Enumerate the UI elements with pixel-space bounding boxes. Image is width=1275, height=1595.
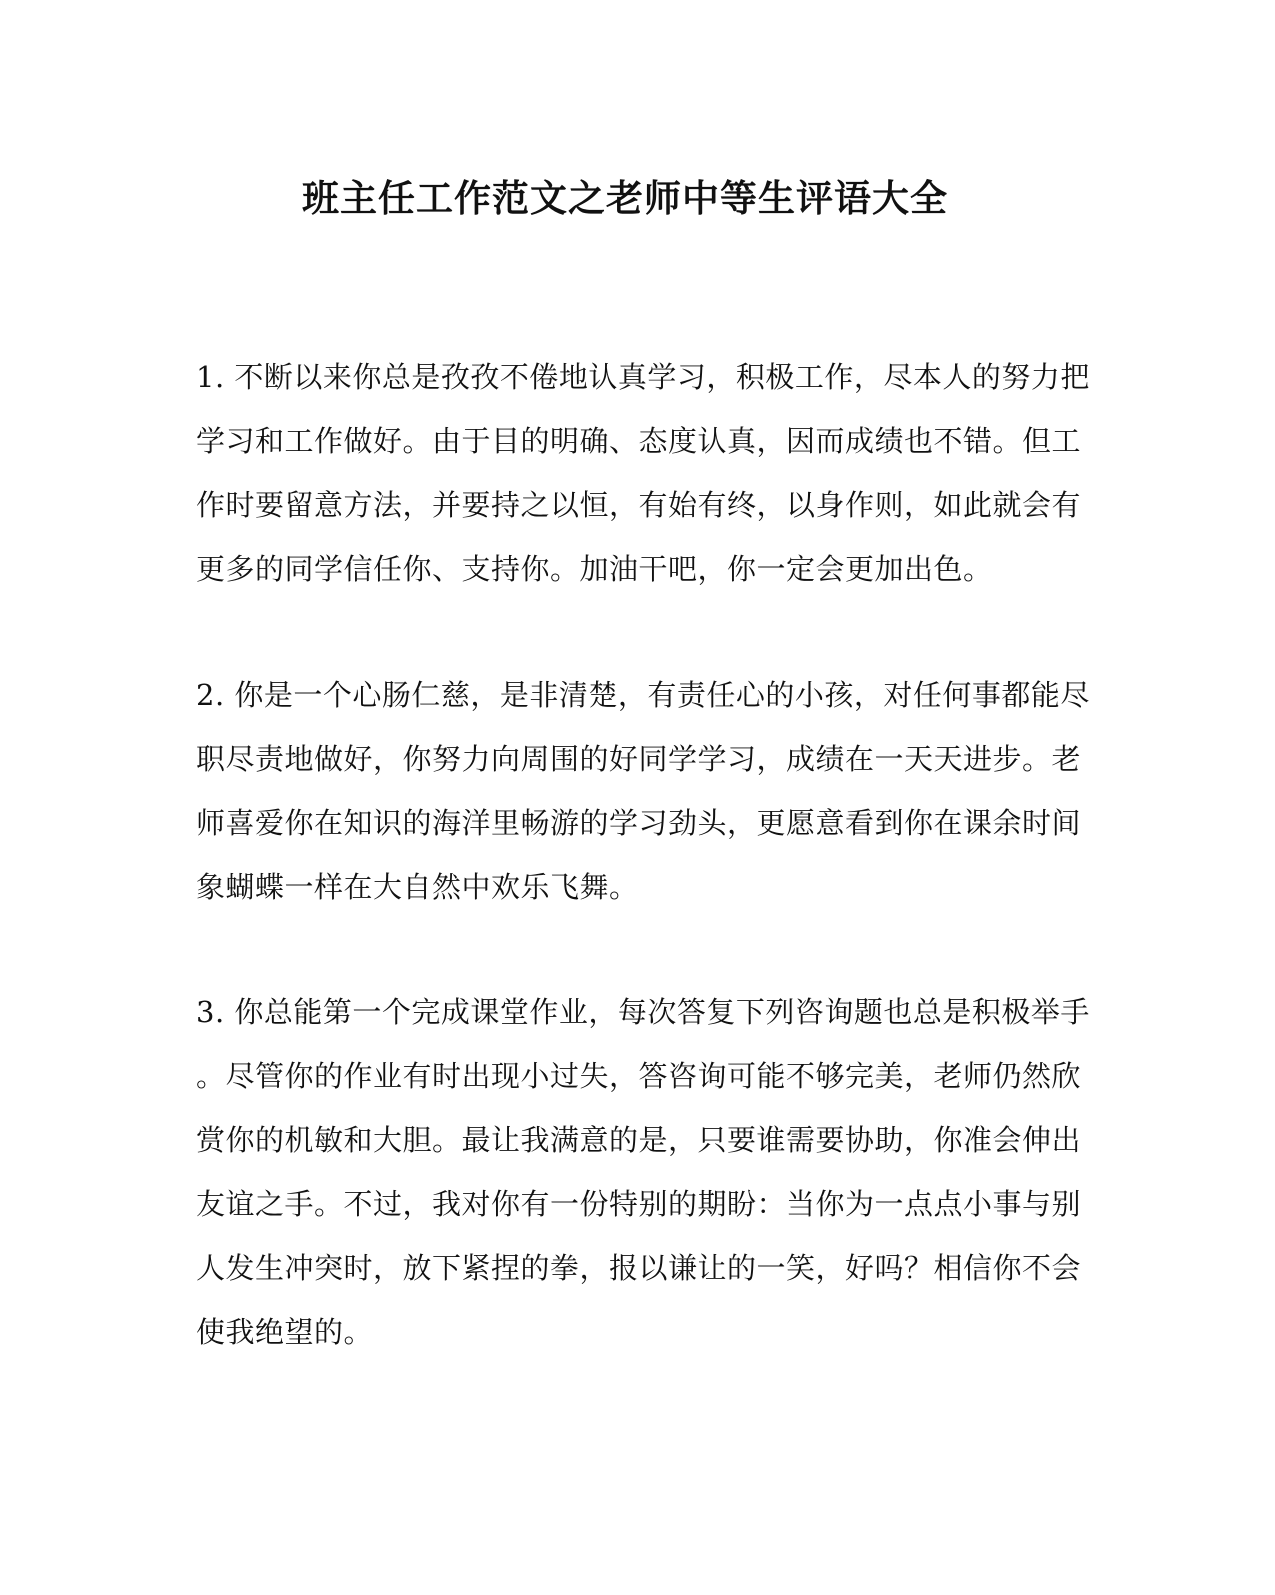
paragraph-line: 。尽管你的作业有时出现小过失，答咨询可能不够完美，老师仍然欣: [196, 1059, 1082, 1093]
comment-paragraph-3: [196, 980, 1090, 1364]
paragraph-line: 1. 不断以来你总是孜孜不倦地认真学习，积极工作，尽本人的努力把: [196, 360, 1090, 394]
paragraph-line: 作时要留意方法，并要持之以恒，有始有终，以身作则，如此就会有: [196, 488, 1082, 522]
paragraph-line: 学习和工作做好。由于目的明确、态度认真，因而成绩也不错。但工: [196, 424, 1082, 458]
paragraph-line: 象蝴蝶一样在大自然中欢乐飞舞。: [196, 870, 639, 904]
paragraph-line: 使我绝望的。: [196, 1315, 374, 1349]
paragraph-line: 更多的同学信任你、支持你。加油干吧，你一定会更加出色。: [196, 552, 993, 586]
paragraph-line: 师喜爱你在知识的海洋里畅游的学习劲头，更愿意看到你在课余时间: [196, 806, 1082, 840]
comment-paragraph-2: [196, 663, 1090, 919]
paragraph-line: 职尽责地做好，你努力向周围的好同学学习，成绩在一天天进步。老: [196, 742, 1082, 776]
paragraph-line: 2. 你是一个心肠仁慈，是非清楚，有责任心的小孩，对任何事都能尽: [196, 678, 1090, 712]
comment-paragraph-1: [196, 345, 1090, 601]
paragraph-line: 人发生冲突时，放下紧捏的拳，报以谦让的一笑，好吗？相信你不会: [196, 1251, 1082, 1285]
paragraph-line: 赏你的机敏和大胆。最让我满意的是，只要谁需要协助，你准会伸出: [196, 1123, 1082, 1157]
paragraph-line: 3. 你总能第一个完成课堂作业，每次答复下列咨询题也总是积极举手: [196, 995, 1090, 1029]
document-title: 班主任工作范文之老师中等生评语大全: [302, 176, 948, 220]
paragraph-line: 友谊之手。不过，我对你有一份特别的期盼：当你为一点点小事与别: [196, 1187, 1082, 1221]
